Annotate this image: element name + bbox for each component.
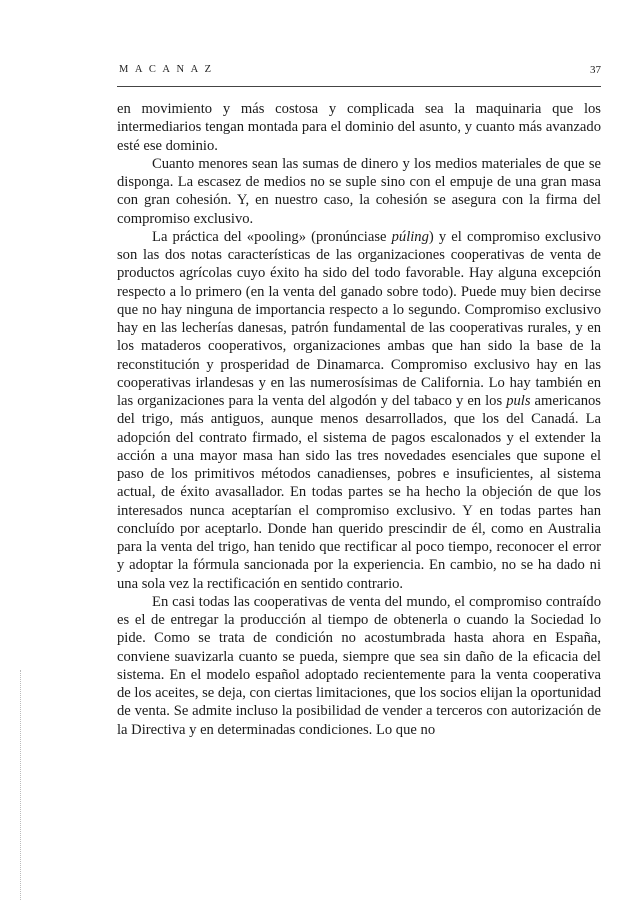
running-head xyxy=(117,64,601,82)
italic-run: púling xyxy=(391,228,429,245)
text-run: En casi todas las cooperativas de venta del mundo, el compromiso contraído es el de entregar la producción al tiempo de obtenerla o cuando la Sociedad lo pide. Como se trata de condición no acostumbrada hasta ahora en España, conviene suavizarla cuanto se pueda, siempre que sea sin daño de la eficacia del sistema. En el modelo español adoptado recientemente para la venta cooperativa de los aceites, se deja, con ciertas limitaciones, que los socios elijan la oportunidad de venta. Se admite incluso la posibilidad de vender a terceros con autorización de la Directiva y en determinadas condiciones. Lo que no xyxy=(117,593,601,738)
paragraph xyxy=(117,100,601,155)
paragraph xyxy=(117,228,601,593)
text-run: en movimiento y más costosa y complicada sea la maquinaria que los intermediarios tengan montada para el dominio del asunto, y cuanto más avanzado esté ese dominio. xyxy=(117,101,601,154)
text-run: ) y el compromiso exclusivo son las dos notas características de las organizaciones cooperativas de venta de productos agrícolas cuyo éxito ha sido del todo favorable. Hay alguna excepción respecto a lo primero (en la venta del ganado sobre todo). Puede muy bien decirse que no hay ninguna de importancia respecto a lo segundo. Compromiso exclusivo hay en las lecherías danesas, patrón fundamental de las cooperativas rurales, y en los mataderos cooperativos, organizaciones ambas que han sido la base de la reconstitución y prosperidad de Dinamarca. Compromiso exclusivo hay en las cooperativas irlandesas y en las numerosísimas de California. Lo hay también en las organizaciones para la venta del algodón y del tabaco y en los xyxy=(117,228,601,409)
paragraph xyxy=(117,593,601,739)
page-number: 37 xyxy=(590,64,601,76)
paragraph xyxy=(117,155,601,228)
text-run: Cuanto menores sean las sumas de dinero y los medios materiales de que se disponga. La escasez de medios no se suple sino con el empuje de una gran masa con gran cohesión. Y, en nuestro caso, la cohesión se asegura con la firma del compromiso exclusivo. xyxy=(117,155,601,227)
binding-edge-marks xyxy=(20,670,23,900)
text-run: La práctica del «pooling» (pronúnciase xyxy=(152,228,392,245)
header-rule xyxy=(117,86,601,87)
body-text xyxy=(117,100,601,739)
italic-run: puls xyxy=(506,393,531,409)
text-run: americanos del trigo, más antiguos, aunque menos desarrollados, que los del Canadá. La adopción del contrato firmado, el sistema de pagos escalonados y el extender la acción a una mayor masa han sido las tres novedades esenciales que supone el paso de los primitivos métodos canadienses, pobres e insuficientes, al sistema actual, de éxito avasallador. En todas partes se ha hecho la objeción de que los interesados nunca aceptarían el compromiso exclusivo. Y en todas partes han concluído por aceptarlo. Donde han querido prescindir de él, como en Australia para la venta del trigo, han tenido que rectificar al poco tiempo, reconocer el error y adoptar la fórmula sancionada por la experiencia. En cambio, no se ha dado ni una sola vez la rectificación en sentido contrario. xyxy=(117,393,601,592)
running-title: MACANAZ xyxy=(119,64,218,75)
